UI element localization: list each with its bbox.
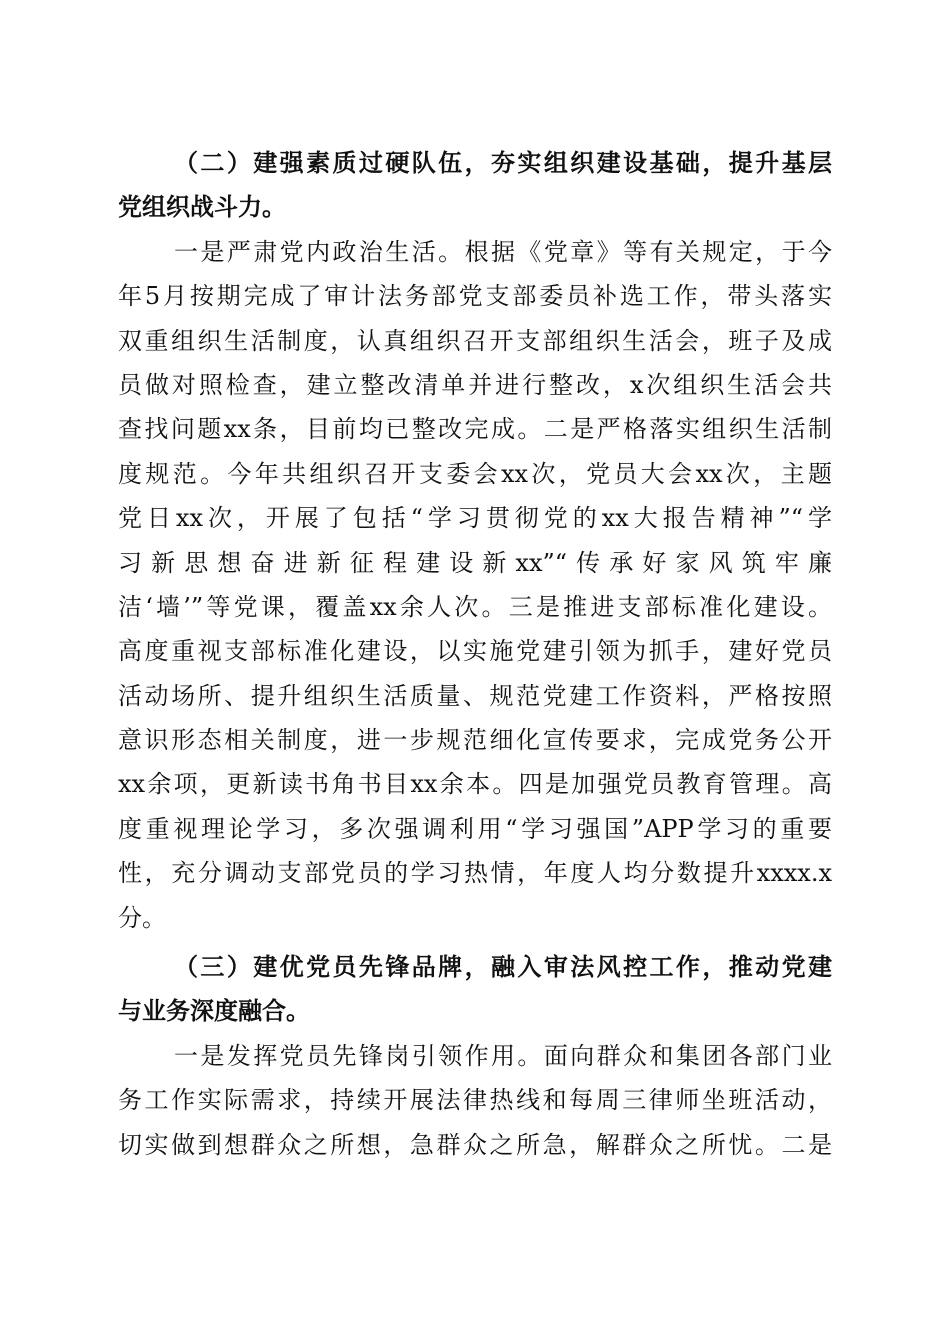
paragraph-line: xx余项，更新读书角书目xx余本。四是加强党员教育管理。高 — [118, 770, 832, 799]
paragraph-line: 双重组织生活制度，认真组织召开支部组织生活会，班子及成 — [118, 326, 832, 355]
paragraph-line: 习新思想奋进新征程建设新xx”“传承好家风筑牢廉 — [118, 548, 832, 577]
paragraph-line: 员做对照检查，建立整改清单并进行整改，x次组织生活会共 — [118, 370, 832, 399]
paragraph-line: 性，充分调动支部党员的学习热情，年度人均分数提升xxxx.x — [118, 859, 832, 888]
paragraph-line: 度规范。今年共组织召开支委会xx次，党员大会xx次，主题 — [118, 459, 832, 488]
paragraph-line: 查找问题xx条，目前均已整改完成。二是严格落实组织生活制 — [118, 415, 832, 444]
section-heading: （三）建优党员先锋品牌，融入审法风控工作，推动党建 — [174, 952, 832, 982]
paragraph-line: 一是严肃党内政治生活。根据《党章》等有关规定，于今 — [174, 237, 832, 266]
section-heading: 与业务深度融合。 — [118, 996, 310, 1026]
paragraph-line: 度重视理论学习，多次强调利用“学习强国”APP学习的重要 — [118, 814, 832, 843]
section-heading: 党组织战斗力。 — [118, 192, 286, 222]
section-heading: （二）建强素质过硬队伍，夯实组织建设基础，提升基层 — [174, 148, 832, 177]
paragraph-line: 切实做到想群众之所想，急群众之所急，解群众之所忧。二是 — [118, 1130, 832, 1159]
paragraph-line: 一是发挥党员先锋岗引领作用。面向群众和集团各部门业 — [174, 1041, 832, 1070]
paragraph-line: 年5月按期完成了审计法务部党支部委员补选工作，带头落实 — [118, 282, 832, 311]
paragraph-line: 分。 — [118, 903, 166, 932]
paragraph-line: 高度重视支部标准化建设，以实施党建引领为抓手，建好党员 — [118, 637, 832, 666]
paragraph-line: 党日xx次，开展了包括“学习贯彻党的xx大报告精神”“学 — [118, 504, 832, 533]
paragraph-line: 活动场所、提升组织生活质量、规范党建工作资料，严格按照 — [118, 681, 832, 710]
section-3 — [118, 945, 832, 1167]
paragraph-line: 洁‘墙’”等党课，覆盖xx余人次。三是推进支部标准化建设。 — [118, 592, 832, 621]
section-2 — [118, 141, 832, 940]
document-page — [118, 141, 832, 1167]
paragraph-line: 意识形态相关制度，进一步规范细化宣传要求，完成党务公开 — [118, 726, 832, 755]
paragraph-line: 务工作实际需求，持续开展法律热线和每周三律师坐班活动， — [118, 1086, 832, 1115]
